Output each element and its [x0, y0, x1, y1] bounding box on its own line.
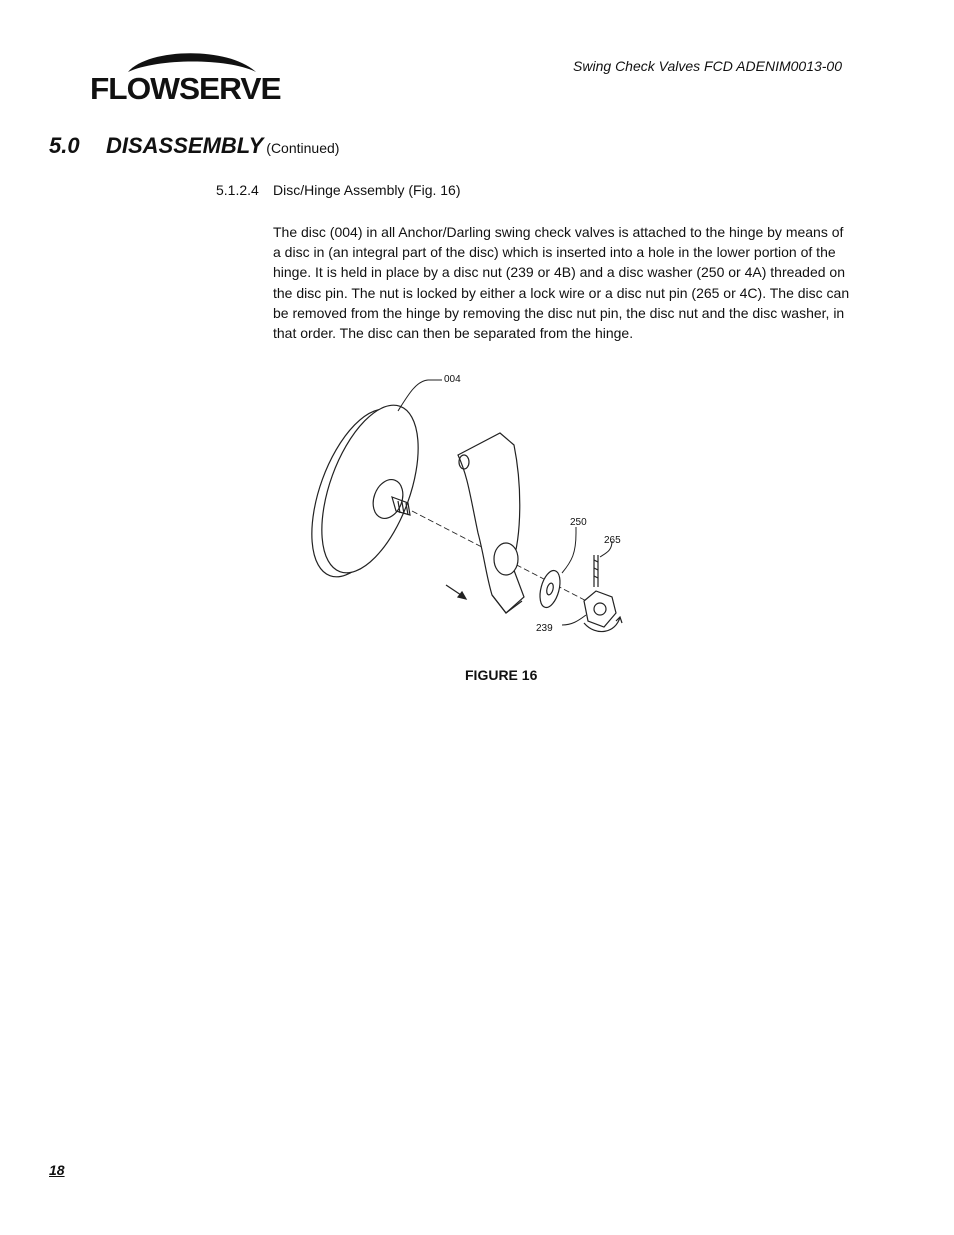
- body-paragraph: [273, 222, 848, 343]
- logo-wordmark: FLOWSERVE: [90, 71, 281, 106]
- subsection-number: 5.1.2.4: [216, 182, 259, 198]
- disc-part: [300, 393, 438, 590]
- disc-nut-pin-part: [594, 555, 598, 587]
- paragraph-line: that order. The disc can then be separated from the hinge.: [273, 325, 634, 342]
- disc-nut-part: [584, 591, 622, 632]
- paragraph-line: hinge. It is held in place by a disc nut (239 or 4B) and a disc washer (250 or 4A) threaded on: [273, 264, 846, 281]
- flowserve-logo: [88, 50, 284, 106]
- callout-label-265: 265: [604, 535, 621, 546]
- callout-label-239: 239: [536, 623, 553, 634]
- subsection-title: Disc/Hinge Assembly (Fig. 16): [273, 182, 461, 198]
- callout-label-004: 004: [444, 374, 461, 385]
- section-heading: [49, 133, 339, 159]
- disc-washer-part: [536, 568, 563, 609]
- section-number: 5.0: [49, 133, 80, 158]
- callout-label-250: 250: [570, 517, 587, 528]
- subsection-heading: [216, 182, 461, 198]
- hinge-part: [458, 433, 524, 613]
- paragraph-line: the disc pin. The nut is locked by either a lock wire or a disc nut pin (265 or 4C). The disc can: [273, 284, 850, 301]
- figure-caption: FIGURE 16: [465, 667, 538, 683]
- direction-arrow-icon: [446, 585, 466, 599]
- document-title: Swing Check Valves FCD ADENIM0013-00: [573, 58, 842, 74]
- page-number: 18: [49, 1162, 65, 1178]
- paragraph-line: The disc (004) in all Anchor/Darling swing check valves is attached to the hinge by means of: [273, 224, 844, 240]
- section-continued: (Continued): [266, 140, 340, 156]
- section-title: DISASSEMBLY: [106, 133, 264, 158]
- figure-16-drawing: [300, 365, 650, 645]
- paragraph-line: be removed from the hinge by removing the disc nut pin, the disc nut and the disc washer, in: [273, 304, 845, 321]
- paragraph-line: a disc in (an integral part of the disc) which is inserted into a hole in the lower portion of the: [273, 244, 836, 261]
